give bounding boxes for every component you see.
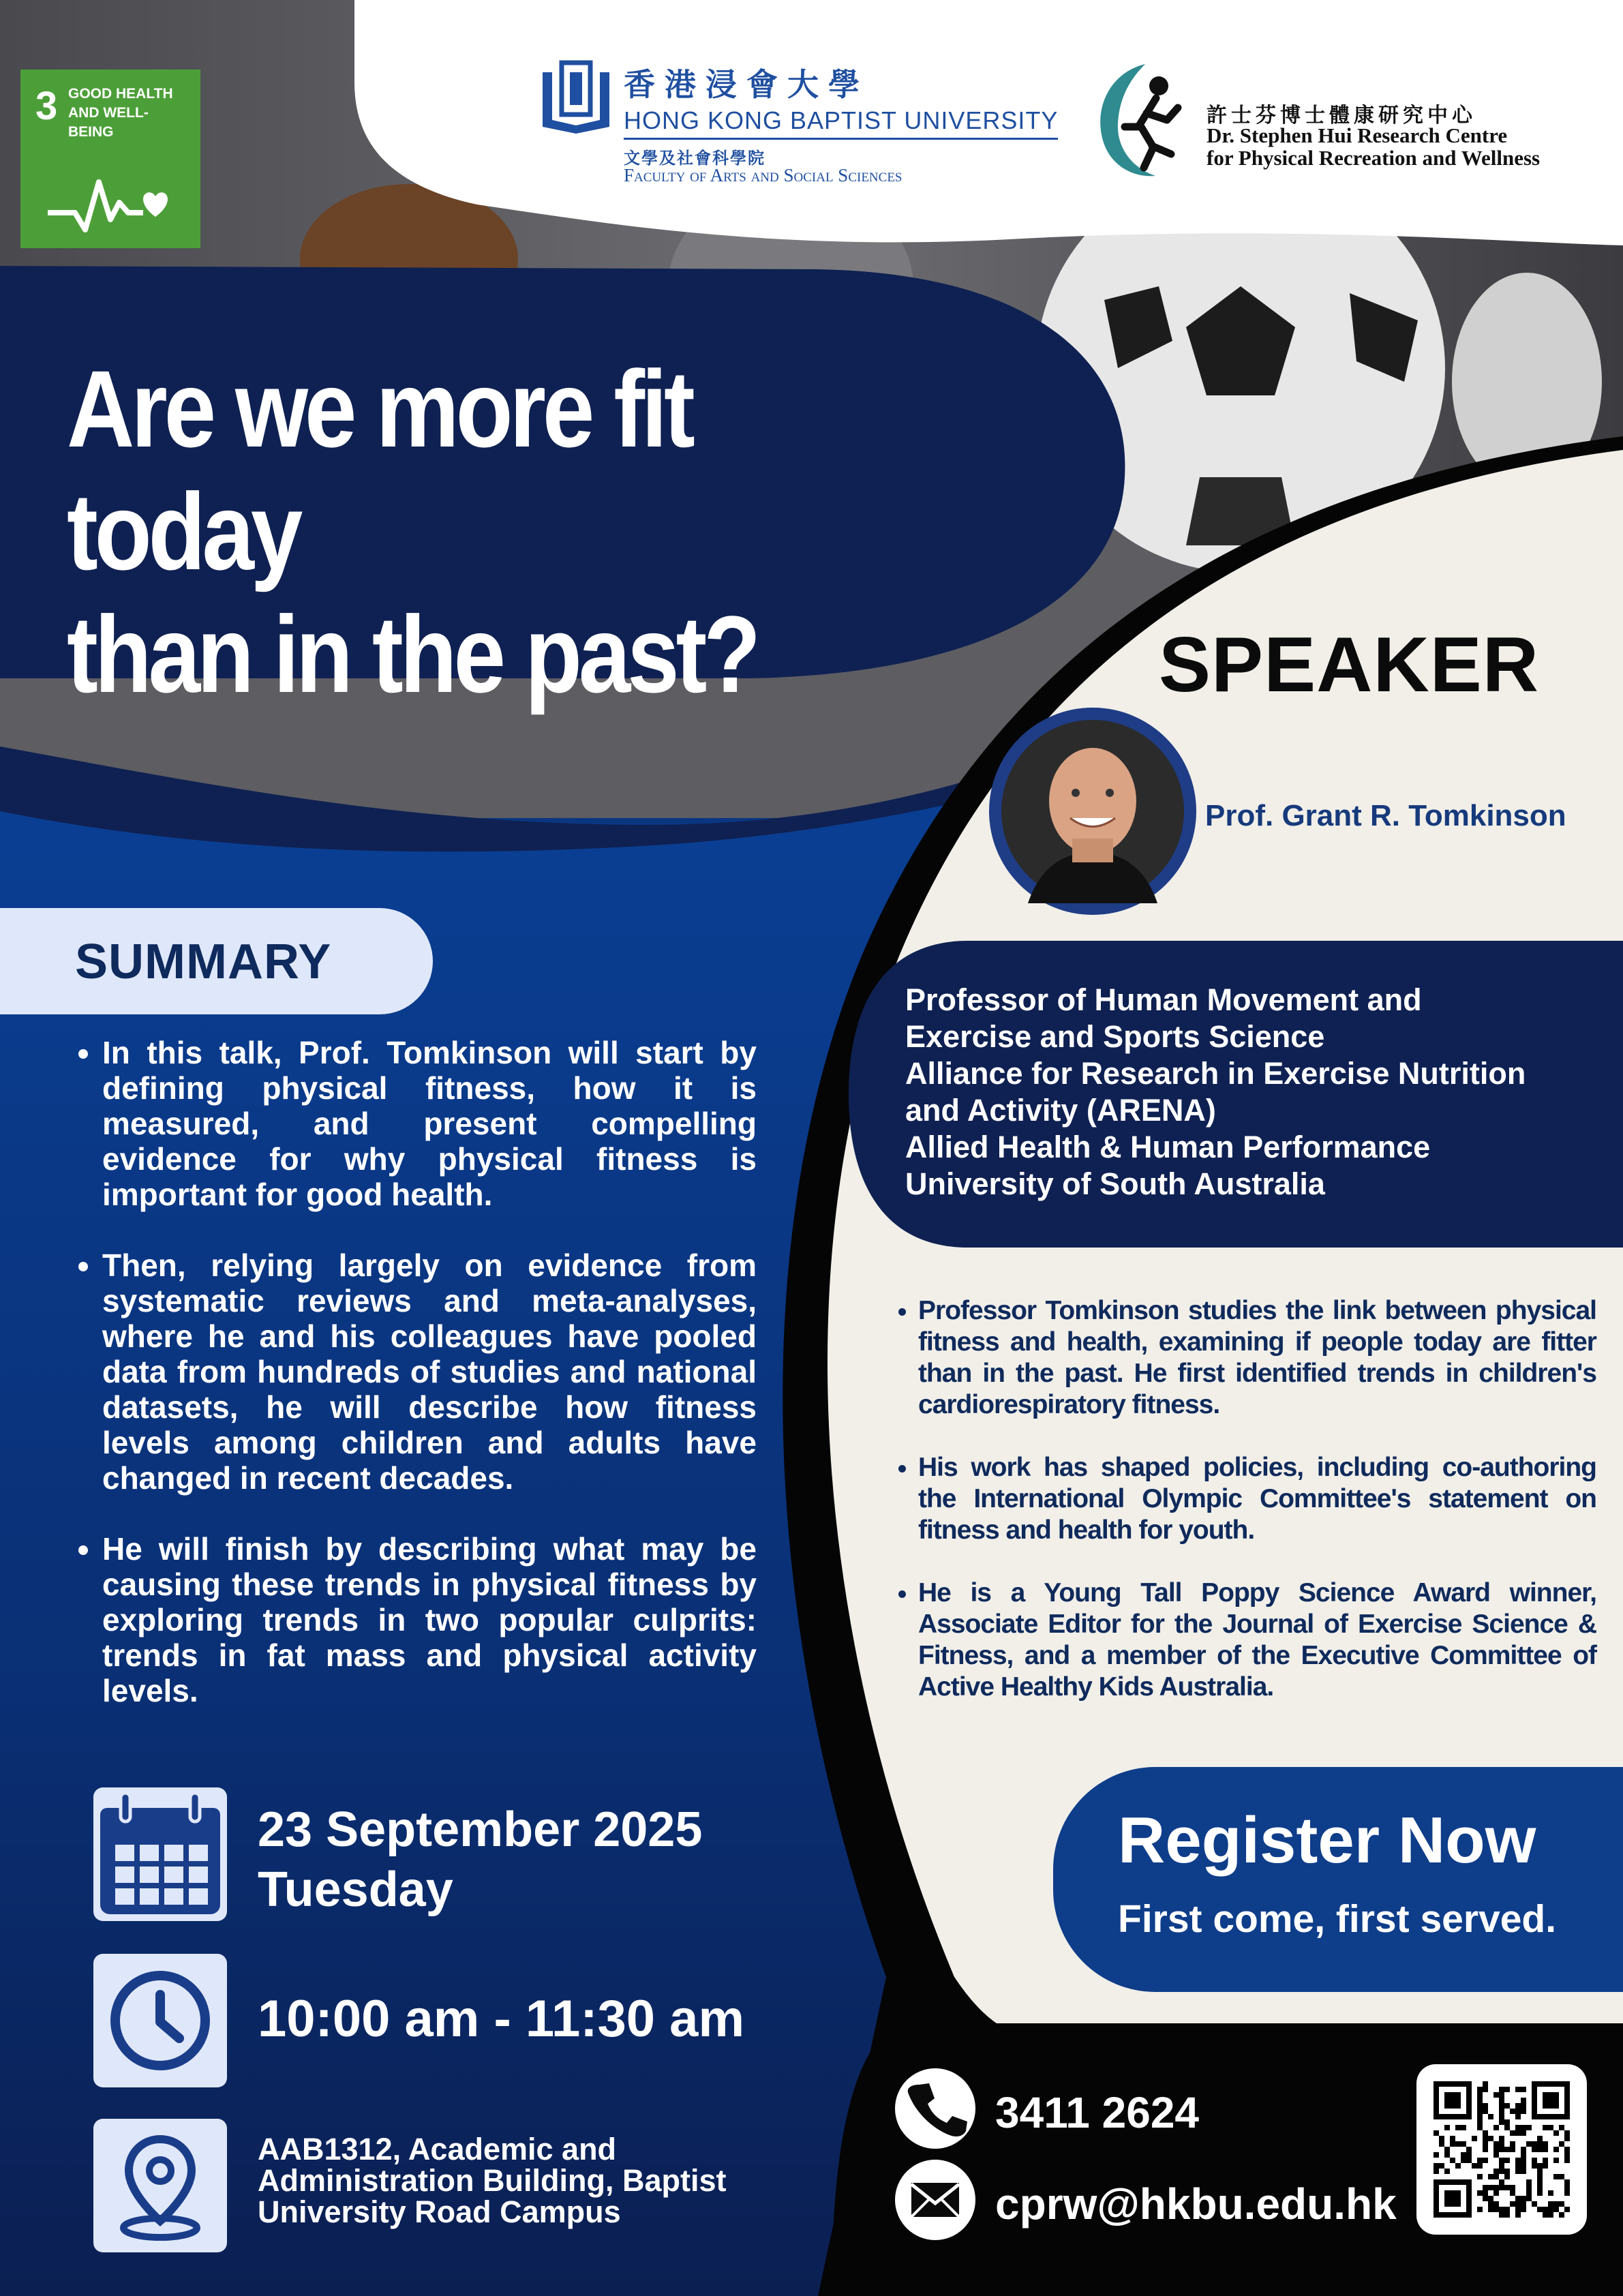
speaker-name: Prof. Grant R. Tomkinson — [1205, 799, 1566, 832]
centre-name-zh: 許士芬博士體康研究中心 — [1207, 104, 1476, 127]
contact-phone[interactable]: 3411 2624 — [995, 2088, 1199, 2137]
runner-swoosh-icon — [1091, 59, 1200, 181]
event-venue-line: University Road Campus — [258, 2194, 621, 2229]
event-day-text: Tuesday — [258, 1862, 453, 1917]
event-venue-line: AAB1312, Academic and — [258, 2132, 617, 2166]
faculty-name-en: Faculty of Arts and Social Sciences — [624, 165, 902, 185]
sdg-label: GOOD HEALTH AND WELL-BEING — [68, 86, 173, 140]
speaker-affiliations — [905, 982, 1607, 1203]
speaker-avatar — [987, 706, 1198, 917]
summary-item: • He will finish by describing what may be causing these trends in physical fitness by exploring trends in two popular culprits: trends in fat mass and physical activity levels. — [102, 1531, 757, 1708]
summary-list — [68, 1035, 757, 1744]
register-subtitle: First come, first served. — [1118, 1897, 1557, 1941]
clock-icon — [93, 1954, 227, 2087]
hkbu-book-crest-icon — [539, 59, 613, 138]
heartbeat-heart-icon — [48, 165, 177, 240]
event-venue-line: Administration Building, Baptist — [258, 2163, 727, 2198]
centre-name-en-line2: for Physical Recreation and Wellness — [1207, 146, 1541, 170]
event-time: 10:00 am - 11:30 am — [258, 1990, 745, 2048]
faculty-name-zh: 文學及社會科學院 — [624, 148, 765, 168]
centre-name-en-line1: Dr. Stephen Hui Research Centre — [1207, 123, 1508, 147]
speaker-bio-item: • He is a Young Tall Poppy Science Award winner, Associate Editor for the Journal of Exercise Science & Fitness, and a member of the Executive Committee of Active Healthy Kids Australia. — [918, 1577, 1596, 1703]
date-icon-box — [93, 1787, 227, 1921]
time-icon-box — [93, 1954, 227, 2087]
phone-icon-circle — [895, 2068, 975, 2149]
affiliation-line: Exercise and Sports Science — [905, 1019, 1325, 1054]
phone-icon — [895, 2068, 975, 2149]
register-now-button[interactable] — [1053, 1767, 1623, 1992]
speaker-bio-item: • His work has shaped policies, including co-authoring the International Olympic Committee's statement on fitness and health for youth. — [918, 1452, 1596, 1546]
hkbu-name-zh: 香港浸會大學 — [624, 66, 869, 103]
summary-item: • In this talk, Prof. Tomkinson will start by defining physical fitness, how it is measured, and present compelling evidence for why physical fitness is important for good health. — [102, 1035, 757, 1212]
event-title-line2: than in the past? — [67, 593, 758, 715]
location-pin-icon — [93, 2119, 227, 2252]
contact-email[interactable]: cprw@hkbu.edu.hk — [995, 2179, 1397, 2229]
register-now-label[interactable]: Register Now — [1118, 1804, 1536, 1877]
calendar-icon — [93, 1787, 227, 1921]
event-venue — [258, 2134, 817, 2228]
speaker-bio-list — [890, 1295, 1596, 1734]
speaker-heading: SPEAKER — [1159, 622, 1540, 708]
qr-code-icon — [1416, 2064, 1587, 2235]
affiliation-line: and Activity (ARENA) — [905, 1093, 1216, 1128]
event-title-line1: Are we more fit today — [67, 348, 692, 592]
affiliation-line: University of South Australia — [905, 1166, 1325, 1201]
register-qr-code[interactable] — [1416, 2064, 1587, 2235]
affiliation-line: Alliance for Research in Exercise Nutrition — [905, 1056, 1526, 1091]
email-icon-circle — [895, 2160, 975, 2240]
hkbu-name-en: HONG KONG BAPTIST UNIVERSITY — [624, 106, 1058, 140]
summary-item: • Then, relying largely on evidence from systematic reviews and meta-analyses, where he and his colleagues have pooled data from hundreds of studies and national datasets, he will describe how fitness levels among children and adults have changed in recent decades. — [102, 1248, 757, 1496]
event-date-text: 23 September 2025 — [258, 1802, 703, 1857]
event-date — [258, 1800, 702, 1920]
affiliation-line: Allied Health & Human Performance — [905, 1130, 1431, 1164]
venue-icon-box — [93, 2119, 227, 2252]
event-title — [67, 348, 917, 716]
summary-heading: SUMMARY — [75, 935, 332, 989]
affiliation-line: Professor of Human Movement and — [905, 982, 1422, 1017]
sdg-badge — [20, 70, 200, 248]
sdg-number: 3 — [35, 84, 58, 128]
envelope-icon — [895, 2160, 975, 2240]
speaker-bio-item: • Professor Tomkinson studies the link between physical fitness and health, examining if people today are fitter than in the past. He first identified trends in children's cardiorespiratory fitness. — [918, 1295, 1596, 1421]
